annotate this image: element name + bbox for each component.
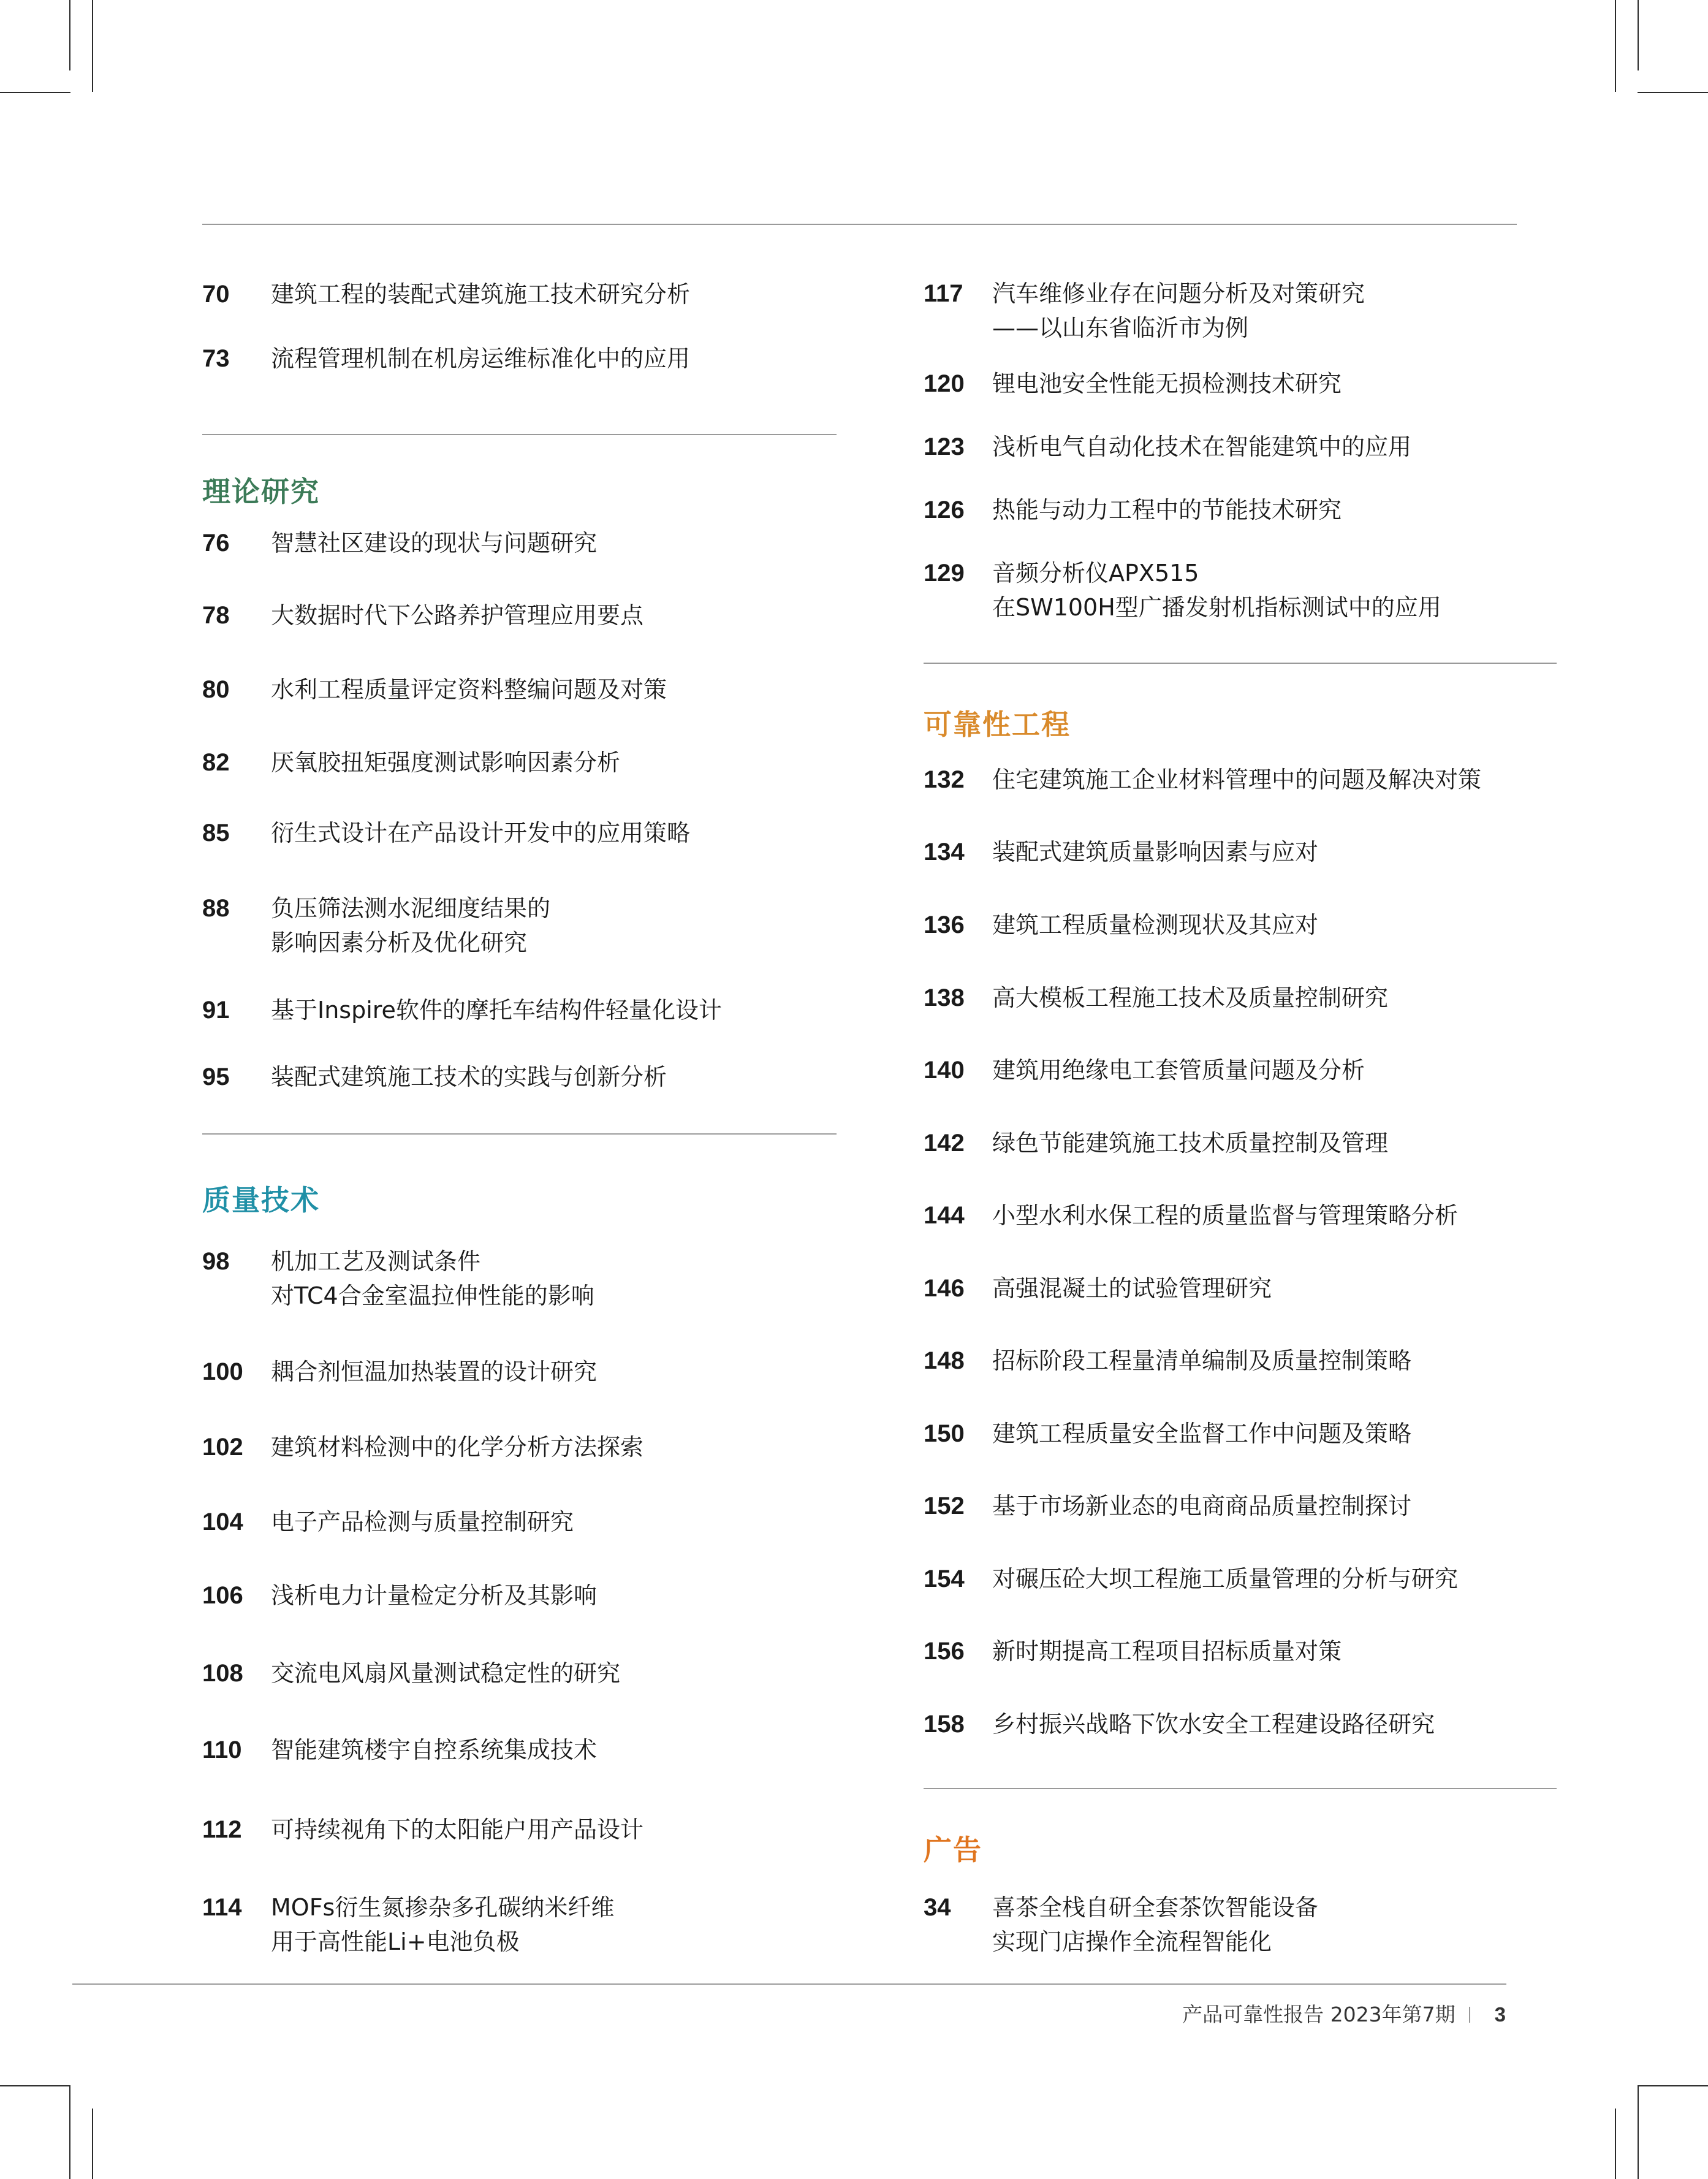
entry-title: 新时期提高工程项目招标质量对策 <box>992 1638 1342 1665</box>
entry-title: 水利工程质量评定资料整编问题及对策 <box>271 676 667 703</box>
page-number: 144 <box>924 1202 965 1229</box>
page-number: 91 <box>202 997 230 1024</box>
page-number: 88 <box>202 895 230 922</box>
entry-title: 对碾压砼大坝工程施工质量管理的分析与研究 <box>992 1565 1459 1592</box>
page-number: 154 <box>924 1565 965 1592</box>
journal-issue: 产品可靠性报告 2023年第7期 <box>1182 2002 1456 2026</box>
crop-mark-tl-h <box>0 92 70 93</box>
page-number: 158 <box>924 1711 965 1738</box>
entry-title: 衍生式设计在产品设计开发中的应用策略 <box>271 820 691 846</box>
page-number: 150 <box>924 1420 965 1447</box>
section-divider <box>202 434 837 435</box>
page-number: 152 <box>924 1493 965 1519</box>
entry-title: 绿色节能建筑施工技术质量控制及管理 <box>992 1130 1389 1157</box>
crop-mark-tr-v <box>1615 0 1616 92</box>
page-number: 95 <box>202 1063 230 1090</box>
page-number: 146 <box>924 1275 965 1302</box>
entry-title: 基于市场新业态的电商商品质量控制探讨 <box>992 1493 1412 1519</box>
page-number: 114 <box>202 1894 242 1921</box>
page-number: 73 <box>202 345 230 372</box>
entry-title: 小型水利水保工程的质量监督与管理策略分析 <box>992 1202 1459 1229</box>
section-heading-reliability: 可靠性工程 <box>924 708 1071 741</box>
page-number: 98 <box>202 1248 230 1275</box>
entry-title: 浅析电气自动化技术在智能建筑中的应用 <box>992 433 1412 460</box>
page-number: 138 <box>924 984 965 1011</box>
entry-title: 喜茶全栈自研全套茶饮智能设备 实现门店操作全流程智能化 <box>992 1894 1319 1955</box>
page-number: 76 <box>202 530 230 557</box>
right-column <box>924 0 1557 2179</box>
page-number: 156 <box>924 1638 965 1665</box>
page-number: 120 <box>924 370 965 397</box>
entry-title: 装配式建筑施工技术的实践与创新分析 <box>271 1063 667 1090</box>
page-number: 100 <box>202 1358 243 1385</box>
section-divider <box>924 663 1557 664</box>
section-heading-theory: 理论研究 <box>202 475 320 508</box>
page-number: 82 <box>202 749 230 776</box>
section-heading-quality: 质量技术 <box>202 1184 320 1217</box>
page-number: 136 <box>924 911 965 938</box>
page-number: 148 <box>924 1347 965 1374</box>
page-footer <box>1182 1999 1506 2030</box>
crop-mark-tl-v <box>92 0 93 92</box>
crop-mark-bl-h <box>0 2085 70 2086</box>
crop-mark-br-v <box>1615 2109 1616 2179</box>
entry-title: 浅析电力计量检定分析及其影响 <box>271 1582 598 1609</box>
left-column <box>202 0 837 2179</box>
entry-title: 交流电风扇风量测试稳定性的研究 <box>271 1660 621 1687</box>
footer-divider <box>1469 2007 1470 2023</box>
entry-title: 大数据时代下公路养护管理应用要点 <box>271 602 644 629</box>
page-number: 70 <box>202 281 230 308</box>
entry-title: 汽车维修业存在问题分析及对策研究 ——以山东省临沂市为例 <box>992 280 1365 341</box>
page-number: 112 <box>202 1816 242 1843</box>
entry-title: 智能建筑楼宇自控系统集成技术 <box>271 1736 598 1763</box>
page-number: 106 <box>202 1582 243 1609</box>
crop-mark-br-v2 <box>1638 2085 1639 2179</box>
page-number: 142 <box>924 1130 965 1157</box>
entry-title: 负压筛法测水泥细度结果的 影响因素分析及优化研究 <box>271 895 551 956</box>
page-number: 110 <box>202 1736 242 1763</box>
entry-title: 基于Inspire软件的摩托车结构件轻量化设计 <box>271 997 722 1024</box>
entry-title: 机加工艺及测试条件 对TC4合金室温拉伸性能的影响 <box>271 1248 594 1309</box>
entry-title: MOFs衍生氮掺杂多孔碳纳米纤维 用于高性能Li+电池负极 <box>271 1894 615 1955</box>
page-number: 134 <box>924 839 965 865</box>
entry-title: 高大模板工程施工技术及质量控制研究 <box>992 984 1389 1011</box>
page-number: 78 <box>202 602 230 629</box>
page-number: 108 <box>202 1660 243 1687</box>
entry-title: 高强混凝土的试验管理研究 <box>992 1275 1272 1302</box>
crop-mark-tr-v2 <box>1638 0 1639 70</box>
entry-title: 厌氧胶扭矩强度测试影响因素分析 <box>271 749 621 776</box>
entry-title: 建筑工程质量安全监督工作中问题及策略 <box>992 1420 1412 1447</box>
crop-mark-tr-h <box>1638 92 1708 93</box>
entry-title: 智慧社区建设的现状与问题研究 <box>271 530 598 557</box>
entry-title: 建筑材料检测中的化学分析方法探索 <box>271 1434 644 1461</box>
section-heading-ads: 广告 <box>924 1833 982 1866</box>
page-number: 102 <box>202 1434 243 1461</box>
entry-title: 住宅建筑施工企业材料管理中的问题及解决对策 <box>992 766 1482 793</box>
entry-title: 锂电池安全性能无损检测技术研究 <box>992 370 1342 397</box>
crop-mark-bl-v2 <box>69 2085 70 2179</box>
page-number: 129 <box>924 560 965 587</box>
folio-page-number: 3 <box>1494 2003 1506 2026</box>
entry-title: 热能与动力工程中的节能技术研究 <box>992 496 1342 523</box>
page-number: 104 <box>202 1508 243 1535</box>
crop-mark-bl-v <box>92 2109 93 2179</box>
entry-title: 建筑工程的装配式建筑施工技术研究分析 <box>271 281 691 308</box>
entry-title: 装配式建筑质量影响因素与应对 <box>992 839 1319 865</box>
page-number: 34 <box>924 1894 951 1921</box>
entry-title: 招标阶段工程量清单编制及质量控制策略 <box>992 1347 1412 1374</box>
section-divider <box>924 1788 1557 1789</box>
page-number: 123 <box>924 433 965 460</box>
entry-title: 音频分析仪APX515 在SW100H型广播发射机指标测试中的应用 <box>992 560 1441 621</box>
entry-title: 电子产品检测与质量控制研究 <box>271 1508 574 1535</box>
section-divider <box>202 1133 837 1135</box>
page-number: 85 <box>202 820 230 846</box>
page-number: 126 <box>924 496 965 523</box>
entry-title: 乡村振兴战略下饮水安全工程建设路径研究 <box>992 1711 1435 1738</box>
entry-title: 可持续视角下的太阳能户用产品设计 <box>271 1816 644 1843</box>
page-number: 140 <box>924 1057 965 1084</box>
entry-title: 耦合剂恒温加热装置的设计研究 <box>271 1358 598 1385</box>
page-number: 132 <box>924 766 965 793</box>
entry-title: 流程管理机制在机房运维标准化中的应用 <box>271 345 691 372</box>
page-number: 117 <box>924 280 963 307</box>
page-number: 80 <box>202 676 230 703</box>
entry-title: 建筑工程质量检测现状及其应对 <box>992 911 1319 938</box>
crop-mark-tl-v2 <box>69 0 70 70</box>
crop-mark-br-h <box>1638 2085 1708 2086</box>
entry-title: 建筑用绝缘电工套管质量问题及分析 <box>992 1057 1365 1084</box>
